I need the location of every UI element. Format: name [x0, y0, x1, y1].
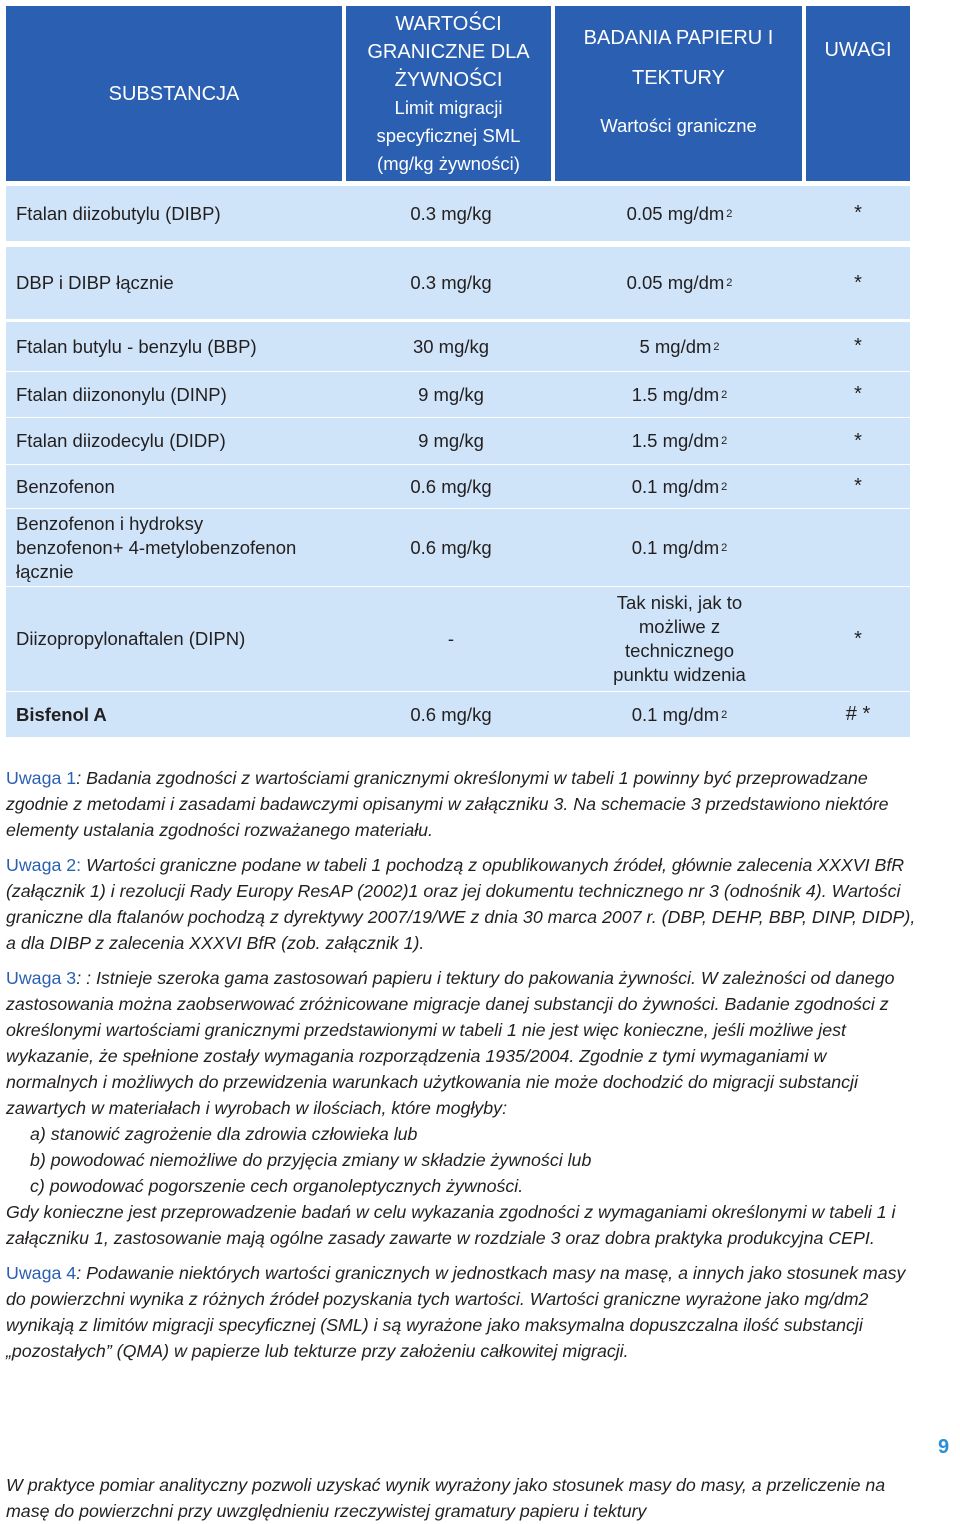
note-3-item-b: b) powodować niemożliwe do przyjęcia zmiany w składzie żywności lub [30, 1150, 592, 1170]
note-4: Uwaga 4: Podawanie niektórych wartości granicznych w jednostkach masy na masę, a innych jako stosunek masy do powierzchni wynika z różnych źródeł pozyskania tych wartości. Wartości graniczne wyrażone jako mg/dm2 wynikają z limitów migracji specyficznej (SML) i są wyrażone jako maksymalna dopuszczalna ilość substancji „pozostałych” (QMA) w papierze lub tekturze przy założeniu całkowitej migracji. [6, 1263, 906, 1361]
table-row: Benzofenon 0.6 mg/kg 0.1 mg/dm 2 * [6, 465, 910, 508]
final-paragraph: W praktyce pomiar analityczny pozwoli uzyskać wynik wyrażony jako stosunek masy do masy, a przeliczenie na masę do powierzchni przy uwzględnieniu rzeczywistej gramatury papieru i tektury [6, 1475, 886, 1521]
note-2: Uwaga 2: Wartości graniczne podane w tabeli 1 pochodzą z opublikowanych źródeł, głównie zalecenia XXXVI BfR (załącznik 1) i rezolucji Rady Europy ResAP (2002)1 oraz jej dokumentu technicznego nr 3 (odnośnik 4). Wartości graniczne dla ftalanów pochodzą z dyrektywy 2007/19/WE z dnia 30 marca 2007 r. (DBP, DEHP, BBP, DINP, DIDP), a dla DIBP z zalecenia XXXVI BfR (zob. załącznik 1). [6, 855, 916, 953]
header-substance: SUBSTANCJA [6, 6, 342, 181]
notes-section [6, 765, 918, 1373]
note-3: Uwaga 3: : Istnieje szeroka gama zastosowań papieru i tektury do pakowania żywności. W zależności od danego zastosowania można zaobserwować zróżnicowane migracje danej substancji do żywności. Badanie zgodności z określonymi wartościami granicznymi przedstawionymi w tabeli 1 nie jest więc konieczne, jeśli możliwe jest wykazanie, że spełnione zostały wymagania rozporządzenia 1935/2004. Zgodnie z tymi wymaganiami w normalnych i możliwych do przewidzenia warunkach użytkowania nie może dochodzić do migracji substancji zawartych w materiałach i wyrobach w ilościach, które mogłyby: [6, 968, 895, 1118]
table-row: Ftalan butylu - benzylu (BBP) 30 mg/kg 5 mg/dm 2 * [6, 322, 910, 371]
header-paper-tests: BADANIA PAPIERU I TEKTURY Wartości graniczne [555, 6, 802, 181]
table-row: Bisfenol A 0.6 mg/kg 0.1 mg/dm 2 # * [6, 692, 910, 737]
table-row: DBP i DIBP łącznie 0.3 mg/kg 0.05 mg/dm 2 * [6, 247, 910, 319]
header-food-limits: WARTOŚCI GRANICZNE DLA ŻYWNOŚCI Limit migracji specyficznej SML (mg/kg żywności) [346, 6, 551, 181]
page-number: 9 [938, 1436, 950, 1458]
note-1: Uwaga 1: Badania zgodności z wartościami granicznymi określonymi w tabeli 1 powinny być przeprowadzane zgodnie z metodami i zasadami badawczymi opisanymi w załączniku 3. Na schemacie 3 przedstawiono niektóre elementy ustalania zgodności rozważanego materiału. [6, 768, 889, 840]
note-3-item-a: a) stanowić zagrożenie dla zdrowia człowieka lub [30, 1124, 418, 1144]
table-row: Benzofenon i hydroksy benzofenon+ 4-metylobenzofenon łącznie 0.6 mg/kg 0.1 mg/dm 2 [6, 509, 910, 586]
table-row: Ftalan diizobutylu (DIBP) 0.3 mg/kg 0.05 mg/dm 2 * [6, 186, 910, 241]
table-row: Ftalan diizodecylu (DIDP) 9 mg/kg 1.5 mg/dm 2 * [6, 418, 910, 464]
note-3-item-c: c) powodować pogorszenie cech organoleptycznych żywności. [30, 1176, 524, 1196]
table-row: Diizopropylonaftalen (DIPN) - Tak niski, jak to możliwe z technicznego punktu widzenia * [6, 587, 910, 691]
table-row: Ftalan diizononylu (DINP) 9 mg/kg 1.5 mg/dm 2 * [6, 372, 910, 417]
header-notes: UWAGI [806, 6, 910, 181]
note-3-end: Gdy konieczne jest przeprowadzenie badań w celu wykazania zgodności z wymaganiami określonymi w tabeli 1 i załączniku 1, zastosowanie mają ogólne zasady zawarte w rozdziale 3 oraz dobra praktyka produkcyjna CEPI. [6, 1202, 896, 1248]
